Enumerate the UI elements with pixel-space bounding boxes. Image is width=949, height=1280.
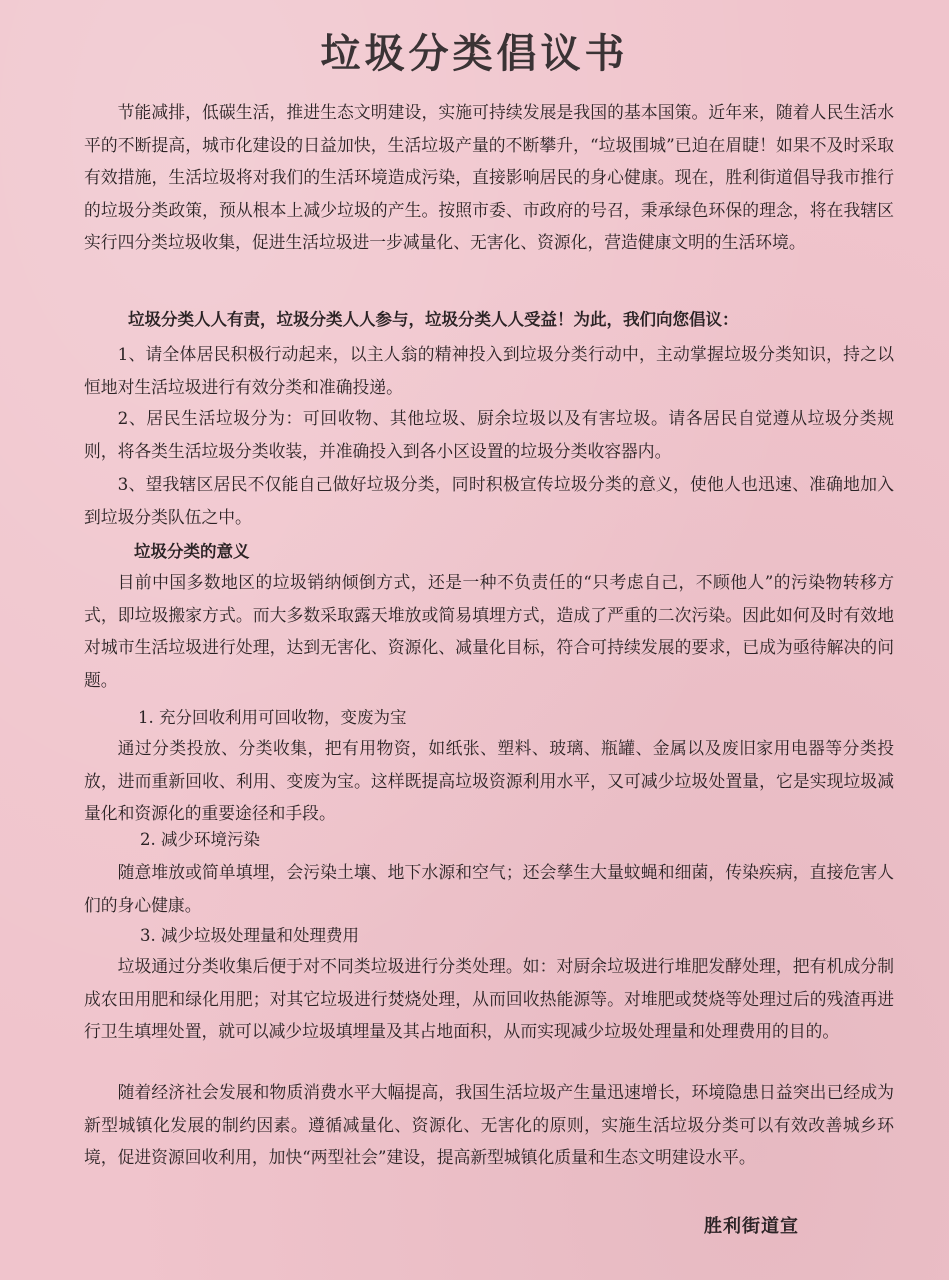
proposal-2: 2、居民生活垃圾分为：可回收物、其他垃圾、厨余垃圾以及有害垃圾。请各居民自觉遵从垃圾分类规则，将各类生活垃圾分类收装，并准确投入到各小区设置的垃圾分类收容器内。: [84, 408, 894, 461]
point-1-body: 通过分类投放、分类收集，把有用物资，如纸张、塑料、玻璃、瓶罐、金属以及废旧家用电器等分类投放，进而重新回收、利用、变废为宝。这样既提高垃圾资源利用水平，又可减少垃圾处置量，它是实现垃圾减量化和资源化的重要途径和手段。: [84, 738, 894, 823]
point-1-heading: 1. 充分回收利用可回收物，变废为宝: [138, 708, 407, 727]
proposal-3: 3、望我辖区居民不仅能自己做好垃圾分类，同时积极宣传垃圾分类的意义，使他人也迅速、准确地加入到垃圾分类队伍之中。: [84, 474, 894, 527]
significance-heading: 垃圾分类的意义: [134, 542, 250, 561]
point-3-heading: 3. 减少垃圾处理量和处理费用: [140, 926, 359, 945]
slogan-line: 垃圾分类人人有责，垃圾分类人人参与，垃圾分类人人受益！为此，我们向您倡议：: [128, 310, 739, 329]
intro-paragraph: 节能减排，低碳生活，推进生态文明建设，实施可持续发展是我国的基本国策。近年来，随着人民生活水平的不断提高，城市化建设的日益加快，生活垃圾产量的不断攀升，“垃圾围城”已迫在眉睫！如果不及时采取有效措施，生活垃圾将对我们的生活环境造成污染，直接影响居民的身心健康。现在，胜利街道倡导我市推行的垃圾分类政策，预从根本上减少垃圾的产生。按照市委、市政府的号召，秉承绿色环保的理念，将在我辖区实行四分类垃圾收集，促进生活垃圾进一步减量化、无害化、资源化，营造健康文明的生活环境。: [84, 102, 894, 252]
point-2-body: 随意堆放或简单填埋，会污染土壤、地下水源和空气；还会孳生大量蚊蝇和细菌，传染疾病，直接危害人们的身心健康。: [84, 862, 894, 915]
document-title: 垃圾分类倡议书: [320, 31, 629, 77]
point-2-heading: 2. 减少环境污染: [140, 830, 260, 849]
conclusion-paragraph: 随着经济社会发展和物质消费水平大幅提高，我国生活垃圾产生量迅速增长，环境隐患日益突出已经成为新型城镇化发展的制约因素。遵循减量化、资源化、无害化的原则，实施生活垃圾分类可以有效改善城乡环境，促进资源回收利用，加快“两型社会”建设，提高新型城镇化质量和生态文明建设水平。: [84, 1082, 894, 1167]
significance-intro: 目前中国多数地区的垃圾销纳倾倒方式，还是一种不负责任的“只考虑自己，不顾他人”的污染物转移方式，即垃圾搬家方式。而大多数采取露天堆放或简易填埋方式，造成了严重的二次污染。因此如何及时有效地对城市生活垃圾进行处理，达到无害化、资源化、减量化目标，符合可持续发展的要求，已成为亟待解决的问题。: [84, 572, 894, 690]
point-3-body: 垃圾通过分类收集后便于对不同类垃圾进行分类处理。如：对厨余垃圾进行堆肥发酵处理，把有机成分制成农田用肥和绿化用肥；对其它垃圾进行焚烧处理，从而回收热能源等。对堆肥或焚烧等处理过后的残渣再进行卫生填埋处置，就可以减少垃圾填埋量及其占地面积，从而实现减少垃圾处理量和处理费用的目的。: [84, 956, 894, 1041]
signature: 胜利街道宣: [704, 1216, 799, 1237]
proposal-1: 1、请全体居民积极行动起来，以主人翁的精神投入到垃圾分类行动中，主动掌握垃圾分类知识，持之以恒地对生活垃圾进行有效分类和准确投递。: [84, 344, 894, 397]
